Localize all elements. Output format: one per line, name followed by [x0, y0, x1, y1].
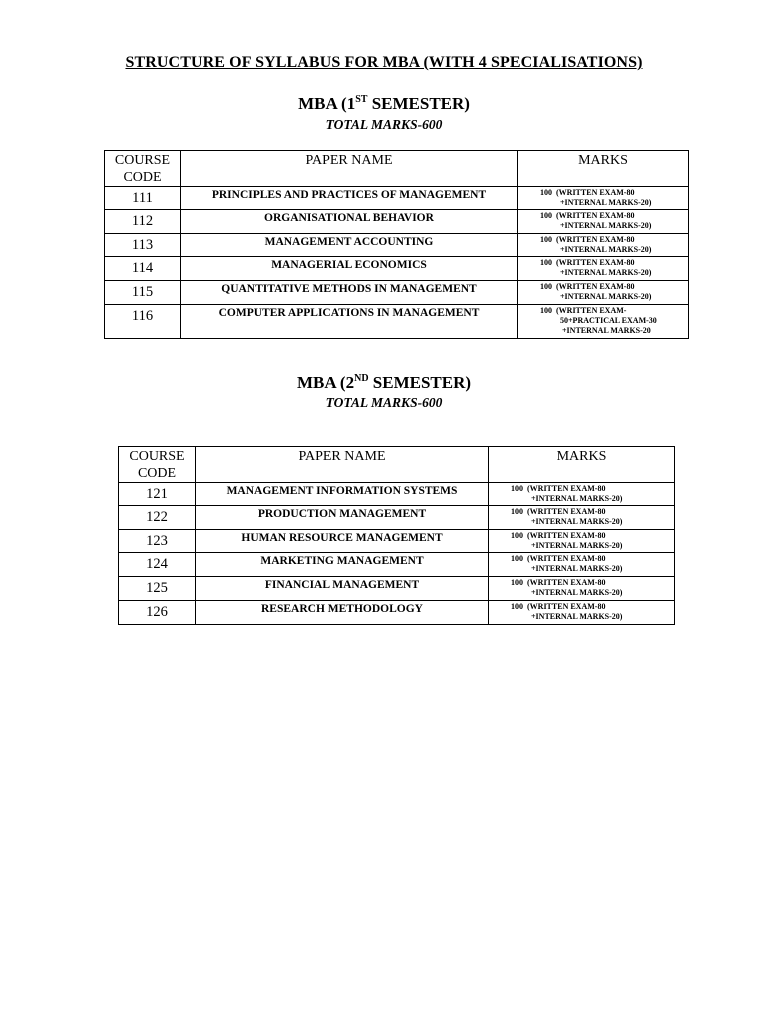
- marks-line: +INTERNAL MARKS-20): [531, 612, 623, 621]
- marks-line: 100 (WRITTEN EXAM-80: [511, 602, 606, 611]
- course-code-cell: 126: [119, 601, 196, 625]
- marks-line: +INTERNAL MARKS-20): [560, 198, 652, 207]
- marks-line: +INTERNAL MARKS-20): [531, 541, 623, 550]
- course-code-cell: 112: [105, 210, 181, 234]
- semester2-heading-suffix: SEMESTER): [368, 373, 472, 392]
- marks-line: 100 (WRITTEN EXAM-80: [511, 531, 606, 540]
- paper-name-cell: RESEARCH METHODOLOGY: [196, 601, 489, 625]
- semester1-heading-suffix: SEMESTER): [367, 94, 470, 113]
- header-marks: MARKS: [518, 151, 689, 187]
- marks-line: 100 (WRITTEN EXAM-80: [540, 258, 635, 267]
- document-title: STRUCTURE OF SYLLABUS FOR MBA (WITH 4 SPECIALISATIONS): [125, 54, 643, 71]
- marks-line: 100 (WRITTEN EXAM-80: [540, 282, 635, 291]
- semester2-header-row: [119, 447, 675, 483]
- paper-name-cell: MARKETING MANAGEMENT: [196, 553, 489, 577]
- marks-cell: [489, 483, 675, 506]
- semester1-header-row: [105, 151, 689, 187]
- table-row: [119, 553, 675, 577]
- paper-name-cell: ORGANISATIONAL BEHAVIOR: [181, 210, 518, 234]
- table-row: [105, 234, 689, 257]
- course-code-cell: 124: [119, 553, 196, 577]
- marks-line: 100 (WRITTEN EXAM-80: [511, 554, 606, 563]
- table-row: [105, 187, 689, 210]
- marks-cell: [518, 210, 689, 234]
- table-row: [105, 281, 689, 305]
- marks-line: 100 (WRITTEN EXAM-80: [511, 484, 606, 493]
- semester2-heading-sup: ND: [354, 373, 369, 384]
- marks-line: +INTERNAL MARKS-20): [560, 292, 652, 301]
- marks-line: 100 (WRITTEN EXAM-: [540, 306, 627, 315]
- course-code-cell: 125: [119, 577, 196, 601]
- marks-line: 50+PRACTICAL EXAM-30: [560, 316, 657, 325]
- course-code-cell: 121: [119, 483, 196, 506]
- table-row: [119, 483, 675, 506]
- semester2-heading: [0, 373, 768, 393]
- marks-line: +INTERNAL MARKS-20): [531, 494, 623, 503]
- marks-line: +INTERNAL MARKS-20): [531, 517, 623, 526]
- paper-name-cell: MANAGERIAL ECONOMICS: [181, 257, 518, 281]
- marks-line: 100 (WRITTEN EXAM-80: [511, 507, 606, 516]
- semester1-table: [104, 150, 689, 339]
- table-row: [119, 506, 675, 530]
- marks-cell: [518, 281, 689, 305]
- marks-cell: [489, 530, 675, 553]
- paper-name-cell: PRODUCTION MANAGEMENT: [196, 506, 489, 530]
- semester1-heading-prefix: MBA (1: [298, 94, 356, 113]
- header-marks: MARKS: [489, 447, 675, 483]
- semester1-total-marks: TOTAL MARKS-600: [325, 117, 443, 132]
- course-code-cell: 123: [119, 530, 196, 553]
- paper-name-cell: HUMAN RESOURCE MANAGEMENT: [196, 530, 489, 553]
- marks-line: +INTERNAL MARKS-20: [562, 326, 651, 335]
- table-row: [119, 577, 675, 601]
- paper-name-cell: MANAGEMENT ACCOUNTING: [181, 234, 518, 257]
- semester2-heading-prefix: MBA (2: [296, 373, 355, 392]
- marks-cell: [518, 257, 689, 281]
- table-row: [105, 257, 689, 281]
- table-row: [119, 530, 675, 553]
- header-course-code: COURSE CODE: [105, 151, 181, 187]
- course-code-cell: 116: [105, 305, 181, 339]
- marks-cell: [489, 577, 675, 601]
- marks-line: +INTERNAL MARKS-20): [560, 268, 652, 277]
- table-row: [119, 601, 675, 625]
- paper-name-cell: MANAGEMENT INFORMATION SYSTEMS: [196, 483, 489, 506]
- header-paper-name: PAPER NAME: [181, 151, 518, 187]
- course-code-cell: 115: [105, 281, 181, 305]
- semester2-total-marks: TOTAL MARKS-600: [325, 395, 443, 410]
- course-code-cell: 111: [105, 187, 181, 210]
- table-row: [105, 305, 689, 339]
- paper-name-cell: FINANCIAL MANAGEMENT: [196, 577, 489, 601]
- header-paper-name: PAPER NAME: [196, 447, 489, 483]
- marks-cell: [489, 601, 675, 625]
- paper-name-cell: COMPUTER APPLICATIONS IN MANAGEMENT: [181, 305, 518, 339]
- course-code-cell: 113: [105, 234, 181, 257]
- semester1-heading-sup: ST: [355, 94, 368, 105]
- paper-name-cell: QUANTITATIVE METHODS IN MANAGEMENT: [181, 281, 518, 305]
- marks-cell: [489, 553, 675, 577]
- marks-line: +INTERNAL MARKS-20): [531, 588, 623, 597]
- course-code-cell: 114: [105, 257, 181, 281]
- marks-line: 100 (WRITTEN EXAM-80: [540, 211, 635, 220]
- semester2-table: [118, 446, 675, 625]
- marks-line: +INTERNAL MARKS-20): [560, 245, 652, 254]
- marks-line: +INTERNAL MARKS-20): [560, 221, 652, 230]
- marks-cell: [518, 187, 689, 210]
- header-course-code: COURSE CODE: [119, 447, 196, 483]
- marks-line: 100 (WRITTEN EXAM-80: [540, 235, 635, 244]
- marks-cell: [489, 506, 675, 530]
- marks-line: 100 (WRITTEN EXAM-80: [511, 578, 606, 587]
- course-code-cell: 122: [119, 506, 196, 530]
- marks-cell: [518, 234, 689, 257]
- semester1-heading: [0, 94, 768, 114]
- paper-name-cell: PRINCIPLES AND PRACTICES OF MANAGEMENT: [181, 187, 518, 210]
- marks-line: +INTERNAL MARKS-20): [531, 564, 623, 573]
- table-row: [105, 210, 689, 234]
- marks-line: 100 (WRITTEN EXAM-80: [540, 188, 635, 197]
- marks-cell: [518, 305, 689, 339]
